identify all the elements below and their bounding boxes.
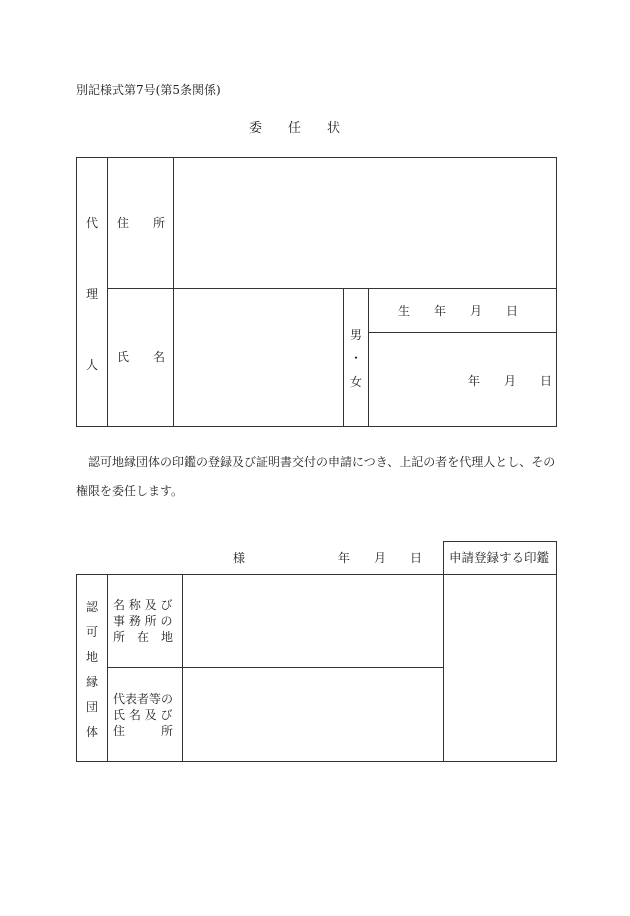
agent-sex-label: 男 ・ 女 [349,328,362,389]
agent-address-label: 住 所 [117,216,166,230]
organization-side-label: 認 可 地 縁 団 体 [85,600,98,739]
statement-line-2: 権限を委任します。 [76,484,184,498]
agent-birth-value[interactable]: 年 月 日 [468,374,553,388]
seal-label: 申請登録する印鑑 [449,550,550,565]
statement-line-1: 認可地縁団体の印鑑の登録及び証明書交付の申請につき、上記の者を代理人とし、その [88,455,556,469]
seal-area[interactable] [445,576,555,761]
form-number: 別記様式第7号(第5条関係) [76,83,221,97]
recipient-sama: 様 [233,551,246,565]
agent-name-field[interactable] [175,290,342,425]
page-title: 委 任 状 [249,121,341,136]
name-office-field[interactable] [184,576,442,666]
submission-date[interactable]: 年 月 日 [338,551,423,565]
agent-name-label: 氏 名 [117,350,166,364]
agent-address-field[interactable] [175,159,555,287]
agent-side-label: 代 理 人 [85,216,98,372]
agent-birth-label: 生 年 月 日 [398,304,519,318]
representative-field[interactable] [184,669,442,760]
